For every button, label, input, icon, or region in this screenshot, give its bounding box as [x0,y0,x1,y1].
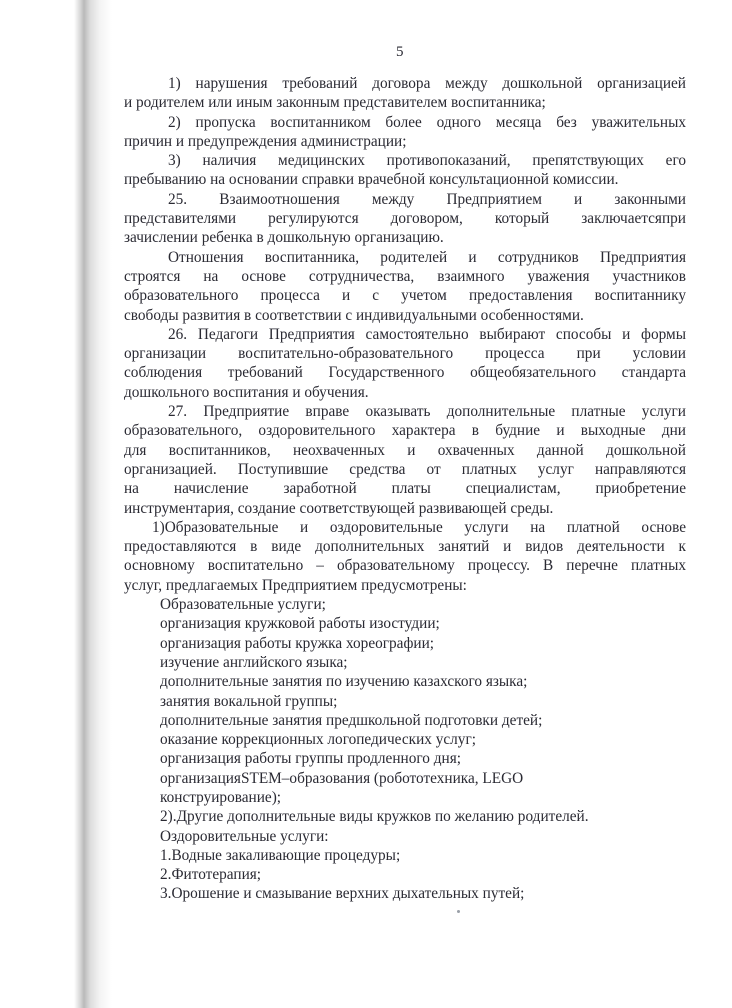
list-item: занятия вокальной группы; [160,692,338,710]
services-list [124,595,686,904]
paragraph-line: дошкольного воспитания и обучения. [124,383,369,401]
paragraph-line: инструментария, создание соответствующей развивающей среды. [124,499,554,517]
paragraph-line: 1)Образовательные и оздоровительные услуги на платной основе [152,518,686,536]
paragraph-line: образовательного процесса и с учетом предоставления воспитаннику [124,287,686,305]
paragraph-line: свободы развития в соответствии с индивидуальными особенностями. [124,306,584,324]
paragraph-line: причин и предупреждения администрации; [124,132,407,150]
paragraph-line: соблюдения требований Государственного общеобязательного стандарта [124,364,686,382]
paragraph-line: основному воспитательно – образовательному процессу. В перечне платных [124,557,686,575]
paragraph-line: 25. Взаимоотношения между Предприятием и законными [168,190,686,208]
list-item: организацияSTEM–образования (робототехника, LEGO [160,769,524,787]
list-item: дополнительные занятия предшкольной подготовки детей; [160,711,543,729]
list-item: изучение английского языка; [160,653,348,671]
scan-speck [457,910,460,913]
paragraph-line: предоставляются в виде дополнительных занятий и видов деятельности к [124,538,686,556]
paragraph-line: образовательного, оздоровительного характера в будние и выходные дни [124,422,686,440]
paragraph-line: 1) нарушения требований договора между дошкольной организацией [168,75,686,92]
paragraph-line: пребыванию на основании справки врачебной консультационной комиссии. [124,171,619,189]
paragraph-line: 3) наличия медицинских противопоказаний, препятствующих его [168,152,686,170]
list-item: дополнительные занятия по изучению казахского языка; [160,673,528,691]
paragraph-line: 26. Педагоги Предприятия самостоятельно выбирают способы и формы [168,325,686,343]
list-item: 1.Водные закаливающие процедуры; [160,846,401,864]
list-item: Оздоровительные услуги: [160,827,329,845]
list-item: 3.Орошение и смазывание верхних дыхательных путей; [160,885,525,903]
page-number: 5 [396,44,404,60]
paragraph-line: организацией. Поступившие средства от платных услуг направляются [124,460,686,478]
list-item: организация кружковой работы изостудии; [160,615,440,633]
paragraph-line: организации воспитательно-образовательного процесса при условии [124,345,686,363]
list-item: конструирование); [160,788,282,806]
paragraph-line: 27. Предприятие вправе оказывать дополнительные платные услуги [168,403,686,421]
list-item: 2.Фитотерапия; [160,866,262,884]
document-body [124,74,686,904]
list-item: организация работы группы продленного дня; [160,750,461,768]
paragraph-line: на начисление заработной платы специалистам, приобретение [124,480,686,498]
list-item: Образовательные услуги; [160,596,326,614]
paragraph-line: зачислении ребенка в дошкольную организацию. [124,229,444,247]
paragraph-line: для воспитанников, неохваченных и охваченных данной дошкольной [124,441,686,459]
paragraph-line: услуг, предлагаемых Предприятием предусмотрены: [124,576,467,594]
paragraph-line: Отношения воспитанника, родителей и сотрудников Предприятия [168,248,686,266]
paragraph-line: 2) пропуска воспитанником более одного месяца без уважительных [168,113,686,131]
paragraph-line: представителями регулируются договором, который заключаетсяпри [124,210,686,228]
list-item: организация работы кружка хореографии; [160,634,435,652]
list-item: 2).Другие дополнительные виды кружков по желанию родителей. [160,808,589,826]
paragraph-line: строятся на основе сотрудничества, взаимного уважения участников [124,267,686,285]
list-item: оказание коррекционных логопедических услуг; [160,731,476,749]
paragraph-line: и родителем или иным законным представителем воспитанника; [124,94,546,112]
